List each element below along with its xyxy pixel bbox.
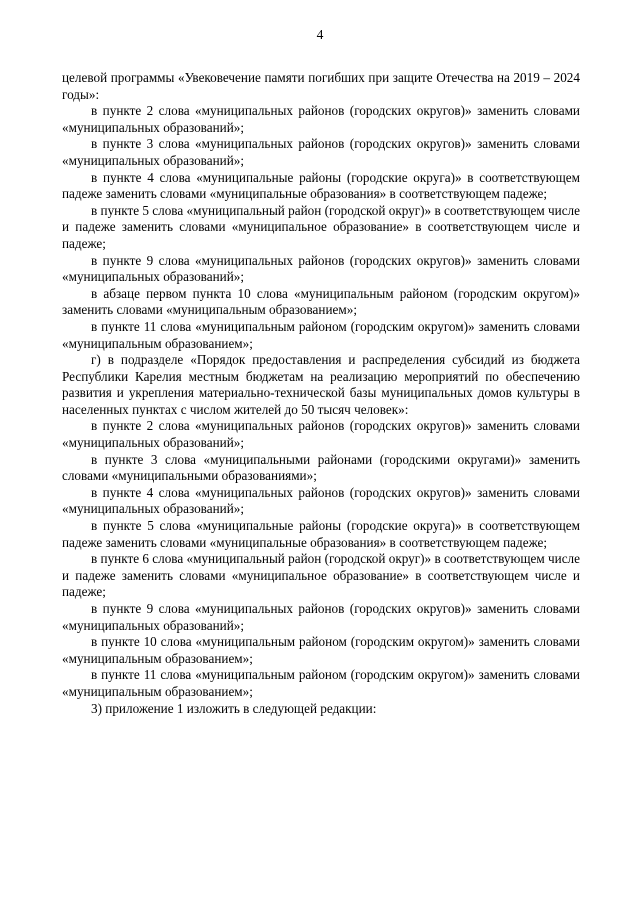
paragraph-g-item-4: в пункте 4 слова «муниципальных районов (городских округов)» заменить словами «муниципальных образований»; — [62, 484, 580, 517]
paragraph-item-2: в пункте 2 слова «муниципальных районов (городских округов)» заменить словами «муниципальных образований»; — [62, 103, 580, 135]
paragraph-item-10: в абзаце первом пункта 10 слова «муниципальным районом (городским округом)» заменить словами «муниципальным образованием»; — [62, 285, 580, 318]
paragraph-item-4: в пункте 4 слова «муниципальные районы (городские округа)» в соответствующем падеже заменить словами «муниципальные образования» в соответствующем падеже; — [62, 169, 580, 202]
paragraph-item-9: в пункте 9 слова «муниципальных районов (городских округов)» заменить словами «муниципальных образований»; — [62, 252, 580, 285]
page-number: 4 — [316, 27, 324, 42]
paragraph-g-item-3: в пункте 3 слова «муниципальными районами (городскими округами)» заменить словами «муниципальными образованиями»; — [62, 451, 580, 484]
paragraph-continuation: целевой программы «Увековечение памяти погибших при защите Отечества на 2019 – 2024 годы»: — [62, 70, 580, 102]
paragraph-item-11: в пункте 11 слова «муниципальным районом (городским округом)» заменить словами «муниципальным образованием»; — [62, 318, 580, 351]
paragraph-g-item-2: в пункте 2 слова «муниципальных районов (городских округов)» заменить словами «муниципальных образований»; — [62, 418, 580, 451]
paragraph-item-3: в пункте 3 слова «муниципальных районов (городских округов)» заменить словами «муниципальных образований»; — [62, 136, 580, 168]
paragraph-g-item-6: в пункте 6 слова «муниципальный район (городской округ)» в соответствующем числе и падеже заменить словами «муниципальное образование» в соответствующем числе и падеже; — [62, 551, 580, 600]
paragraph-g-item-11: в пункте 11 слова «муниципальным районом (городским округом)» заменить словами «муниципальным образованием»; — [62, 667, 580, 699]
paragraph-g-item-9: в пункте 9 слова «муниципальных районов (городских округов)» заменить словами «муниципальных образований»; — [62, 601, 580, 633]
document-body — [62, 70, 580, 717]
paragraph-appendix-1: 3) приложение 1 изложить в следующей редакции: — [91, 700, 377, 716]
paragraph-g-item-10: в пункте 10 слова «муниципальным районом (городским округом)» заменить словами «муниципальным образованием»; — [62, 634, 580, 666]
paragraph-subsection-g: г) в подразделе «Порядок предоставления и распределения субсидий из бюджета Республики Карелия местным бюджетам на реализацию мероприятий по обеспечению развития и укрепления материально-технической базы муниципальных домов культуры в населенных пунктах с числом жителей до 50 тысяч человек»: — [62, 352, 580, 417]
paragraph-g-item-5: в пункте 5 слова «муниципальные районы (городские округа)» в соответствующем падеже заменить словами «муниципальные образования» в соответствующем падеже; — [62, 518, 580, 550]
paragraph-item-5: в пункте 5 слова «муниципальный район (городской округ)» в соответствующем числе и падеже заменить словами «муниципальное образование» в соответствующем числе и падеже; — [62, 202, 580, 251]
